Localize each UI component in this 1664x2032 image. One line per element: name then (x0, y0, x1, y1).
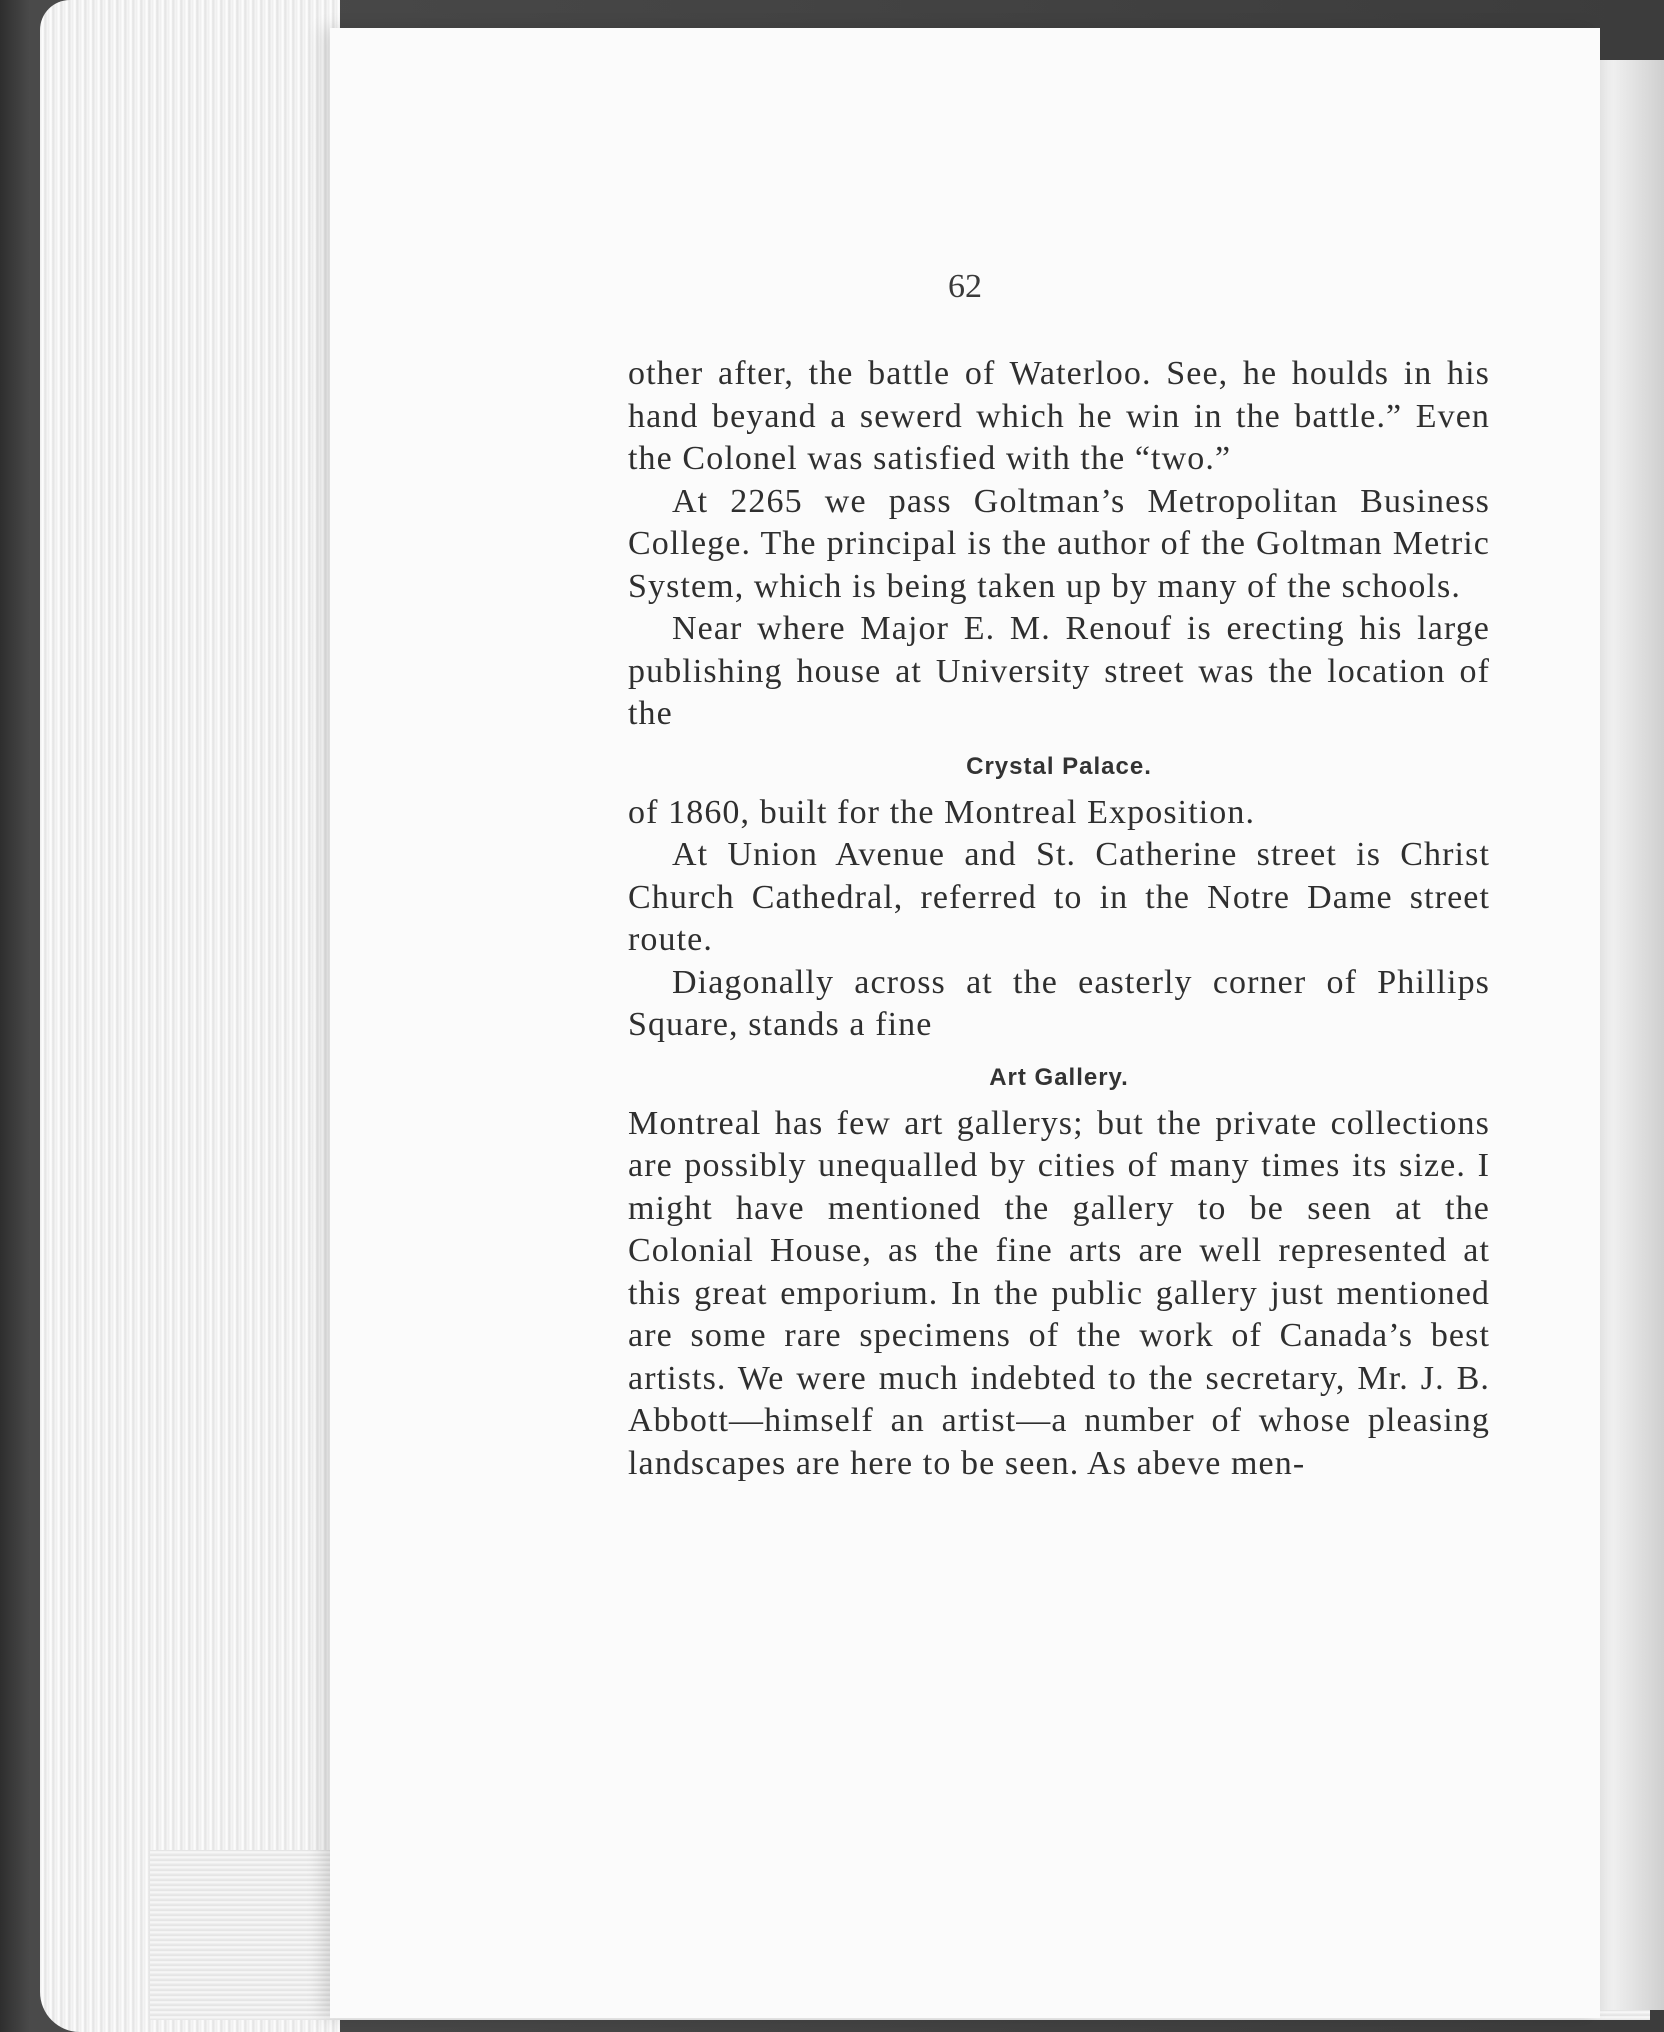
paragraph-christ-church: At Union Avenue and St. Catherine street is Christ Church Cathedral, referred to in the Notre Dame street route. (628, 836, 1490, 958)
paragraph-phillips-square: Diagonally across at the easterly corner of Phillips Square, stands a fine (628, 963, 1490, 1043)
page-number: 62 (948, 268, 982, 305)
book-page (330, 28, 1600, 2018)
heading-crystal-palace: Crystal Palace. (966, 752, 1152, 780)
paragraph-art-galleries: Montreal has few art gallerys; but the private collections are possibly unequalled by cities of many times its size. I might have mentioned the gallery to be seen at the Colonial House, as the fine arts are well represented at this great emporium. In the public gallery just mentioned are some rare specimens of the work of Canada’s best artists. We were much indebted to the secretary, Mr. J. B. Abbott—himself an artist—a number of whose pleasing landscapes are here to be seen. As abeve men- (628, 1104, 1490, 1482)
paragraph-goltman-college: At 2265 we pass Goltman’s Metropolitan Business College. The principal is the author of the Goltman Metric System, which is being taken up by many of the schools. (628, 482, 1490, 605)
book-page-edges (40, 0, 340, 2032)
paragraph-renouf: Near where Major E. M. Renouf is erecting his large publishing house at University street was the location of the (628, 610, 1490, 732)
paragraph-waterloo: other after, the battle of Waterloo. See, he houlds in his hand beyand a sewerd which he win in the battle.” Even the Colonel was satisfied with the “two.” (628, 355, 1490, 477)
heading-art-gallery: Art Gallery. (989, 1063, 1129, 1091)
page-body (628, 353, 1490, 1485)
paragraph-exposition: of 1860, built for the Montreal Exposition. (628, 793, 1256, 831)
